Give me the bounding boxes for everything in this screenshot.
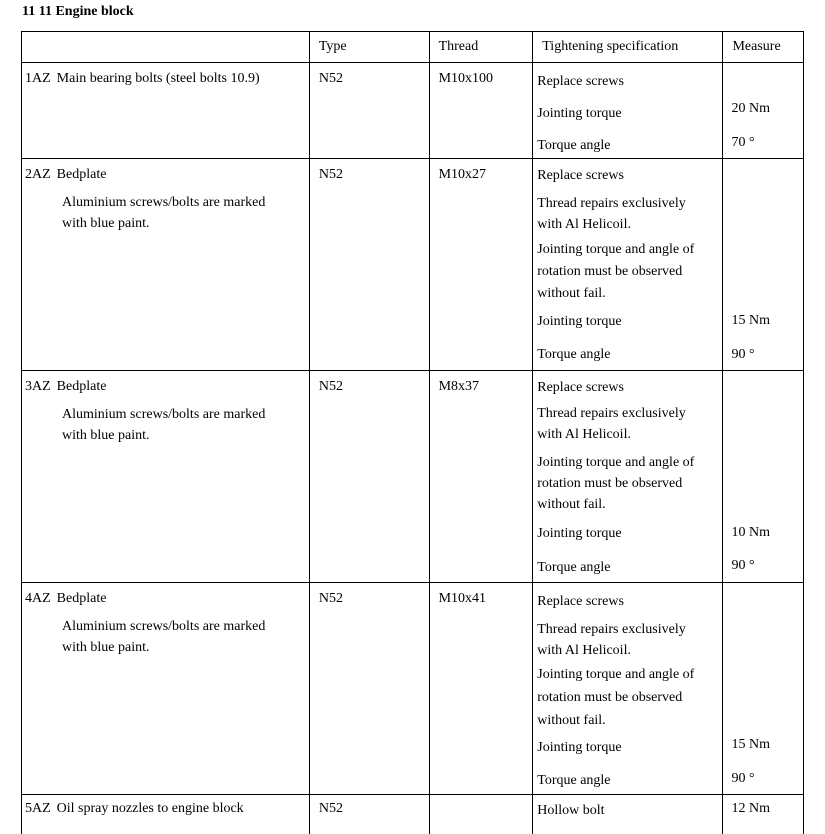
item-name: Bedplate [56, 591, 107, 606]
measure-cell [723, 371, 804, 583]
spec-line: Jointing torque [537, 526, 622, 541]
header-item [22, 32, 310, 63]
item-note: Aluminium screws/bolts are marked with blue paint. [62, 407, 266, 443]
spec-line: Replace screws [537, 74, 624, 89]
spec-cell [533, 159, 723, 371]
spec-line: Jointing torque [537, 740, 622, 755]
type-cell: N52 [309, 371, 429, 583]
type-cell: N52 [309, 63, 429, 159]
measure-value: 90 ° [731, 347, 755, 362]
page-title: 11 11 Engine block [22, 4, 134, 19]
table-row [22, 63, 804, 159]
measure-value: 10 Nm [731, 525, 770, 540]
item-note: Aluminium screws/bolts are marked with blue paint. [62, 195, 266, 231]
item-code: 4AZ [25, 591, 51, 606]
item-cell [22, 583, 310, 795]
measure-value: 20 Nm [731, 101, 770, 116]
type-cell: N52 [309, 795, 429, 834]
measure-value: 90 ° [731, 771, 755, 786]
header-thread: Thread [429, 32, 533, 63]
table-header-row [22, 32, 804, 63]
header-type: Type [309, 32, 429, 63]
measure-cell [723, 159, 804, 371]
item-note: Aluminium screws/bolts are marked with blue paint. [62, 619, 266, 655]
thread-cell: M10x100 [429, 63, 533, 159]
spec-cell [533, 371, 723, 583]
spec-line: Jointing torque and angle of rotation must be observed without fail. [537, 667, 695, 728]
thread-cell: M10x41 [429, 583, 533, 795]
spec-cell [533, 795, 723, 834]
spec-line: Torque angle [537, 347, 611, 362]
spec-cell [533, 583, 723, 795]
spec-line: Torque angle [537, 560, 611, 575]
spec-line: Thread repairs exclusively with Al Helicoil. [537, 406, 686, 442]
spec-cell [533, 63, 723, 159]
measure-value: 15 Nm [731, 737, 770, 752]
measure-value: 70 ° [731, 135, 755, 150]
item-name: Main bearing bolts (steel bolts 10.9) [56, 71, 260, 86]
item-cell [22, 63, 310, 159]
item-code: 5AZ [25, 801, 51, 816]
torque-spec-table [21, 31, 804, 834]
item-name: Bedplate [56, 379, 107, 394]
measure-cell [723, 63, 804, 159]
spec-line: Torque angle [537, 138, 611, 153]
spec-line: Jointing torque and angle of rotation must be observed without fail. [537, 242, 695, 301]
item-cell [22, 795, 310, 834]
spec-line: Jointing torque [537, 314, 622, 329]
measure-cell [723, 795, 804, 834]
item-cell [22, 159, 310, 371]
item-code: 1AZ [25, 71, 51, 86]
type-cell: N52 [309, 583, 429, 795]
measure-cell [723, 583, 804, 795]
spec-line: Jointing torque and angle of rotation must be observed without fail. [537, 455, 695, 512]
item-code: 2AZ [25, 167, 51, 182]
item-name: Bedplate [56, 167, 107, 182]
measure-value: 15 Nm [731, 313, 770, 328]
measure-value: 12 Nm [731, 801, 770, 816]
thread-cell [429, 795, 533, 834]
item-code: 3AZ [25, 379, 51, 394]
table-row [22, 159, 804, 371]
spec-line: Thread repairs exclusively with Al Helicoil. [537, 622, 686, 658]
measure-value: 90 ° [731, 558, 755, 573]
item-name: Oil spray nozzles to engine block [56, 801, 244, 816]
table-row [22, 371, 804, 583]
type-cell: N52 [309, 159, 429, 371]
item-cell [22, 371, 310, 583]
thread-cell: M8x37 [429, 371, 533, 583]
table-row [22, 795, 804, 834]
header-measure: Measure [723, 32, 804, 63]
table-row [22, 583, 804, 795]
spec-line: Torque angle [537, 773, 611, 788]
spec-line: Thread repairs exclusively with Al Helicoil. [537, 196, 686, 232]
thread-cell: M10x27 [429, 159, 533, 371]
spec-line: Jointing torque [537, 106, 622, 121]
spec-line: Replace screws [537, 594, 624, 609]
spec-line: Replace screws [537, 168, 624, 183]
spec-line: Replace screws [537, 380, 624, 395]
spec-line: Hollow bolt [537, 803, 605, 818]
header-spec: Tightening specification [533, 32, 723, 63]
